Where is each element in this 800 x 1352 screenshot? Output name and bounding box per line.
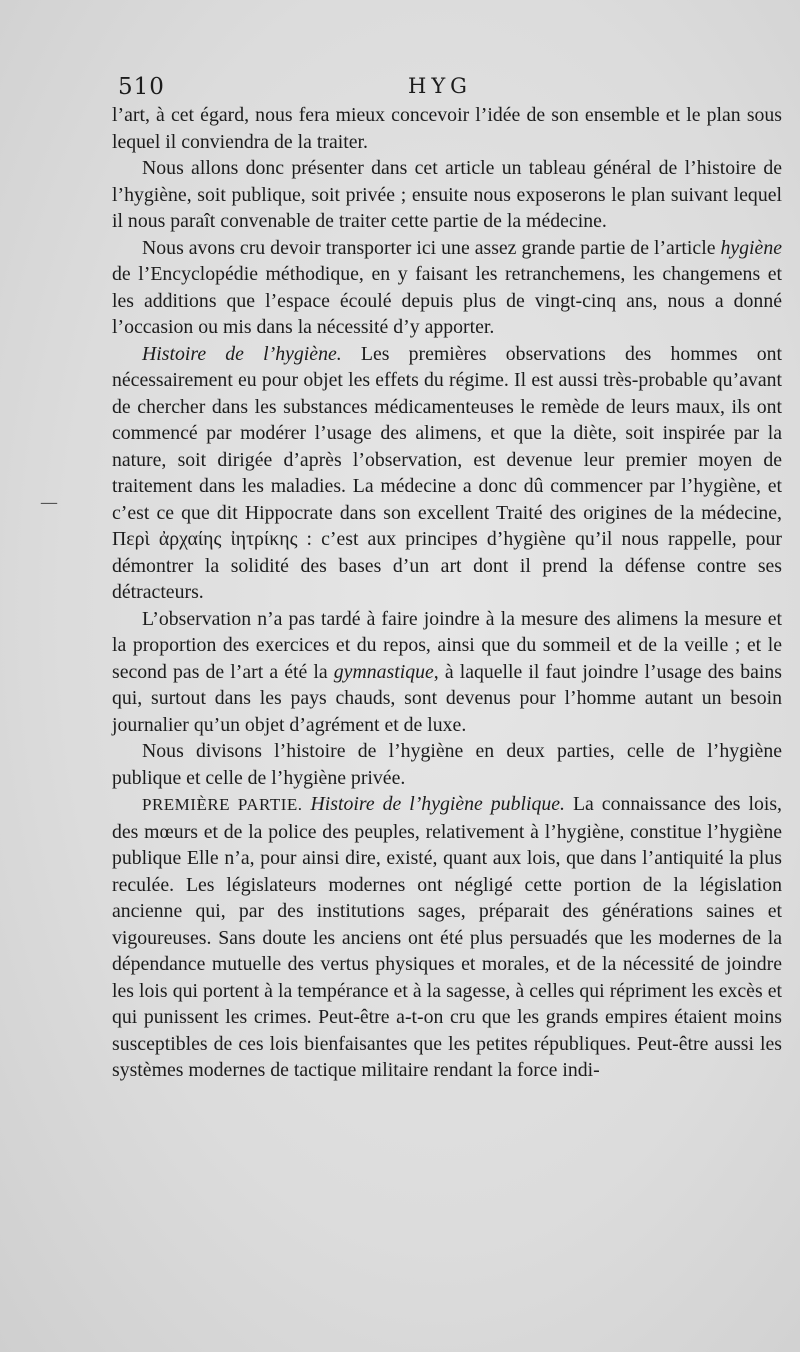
part-label: PREMIÈRE PARTIE. [142,795,303,814]
body-text [112,102,782,1084]
section-heading-inline: Histoire de l’hygiène publique. [310,793,565,815]
italic-term: gymnastique [333,660,434,683]
paragraph-text: Nous avons cru devoir transporter ici une assez grande partie de l’article [142,236,721,259]
paragraph-text: l’art, à cet égard, nous fera mieux concevoir l’idée de son ensemble et le plan sous lequel il conviendra de la traiter. [112,104,782,153]
page-number: 510 [118,74,165,100]
paragraph-text: Les premières observations des hommes ont nécessairement eu pour objet les effets du régime. Il est aussi très-probable qu’avant de chercher dans les substances médicamenteuses le remède de leurs maux, ils ont commencé par modérer l’usage des alimens, et que la diète, soit inspirée par la nature, soit dirigée d’après l’observation, est devenue leur premier moyen de traitement dans les maladies. La médecine a donc dû commencer par l’hygiène, et c’est ce que dit Hippocrate dans son excellent Traité des origines de la médecine, [112,342,783,524]
running-head: HYG [408,74,472,98]
paragraph-text: de l’Encyclopédie méthodique, en y faisant les retranchemens, les changemens et les additions que l’espace écoulé depuis plus de vingt-cinq ans, nous a donné l’occasion ou mis dans la nécessité d’y apporter. [112,263,782,338]
paragraph-4 [112,341,782,606]
paragraph-text: Nous allons donc présenter dans cet article un tableau général de l’histoire de l’hygiène, soit publique, soit privée ; ensuite nous exposerons le plan suivant lequel il nous paraît convenable de traiter cette partie de la médecine. [112,157,782,232]
section-heading-inline: Histoire de l’hygiène. [142,342,342,365]
page-header [112,68,782,102]
paragraph-7 [112,791,782,1084]
paragraph-text: : c’est aux principes d’hygiène qu’il nous rappelle, pour démontrer la solidité des bases d’un art dont il prend la défense contre ses détracteurs. [112,528,782,603]
paragraph-1 [112,102,782,155]
paragraph-6 [112,738,782,791]
paragraph-text: L’observation n’a pas tardé à faire joindre à la mesure des alimens la mesure et la proportion des exercices et du repos, ainsi que du sommeil et de la veille ; et le second pas de l’art a été la [112,607,782,683]
margin-mark: — [40,492,58,513]
paragraph-3 [112,235,782,341]
paragraph-text: , à laquelle il faut joindre l’usage des bains qui, surtout dans les pays chauds, sont devenus pour l’homme autant un besoin journalier qu’un objet d’agrément et de luxe. [112,660,782,736]
greek-title: Περὶ ἀρχαίης ἰητρίκης [112,528,298,550]
italic-term: hygiène [720,236,782,259]
paragraph-5 [112,606,782,739]
paragraph-text: Nous divisons l’histoire de l’hygiène en deux parties, celle de l’hygiène publique et celle de l’hygiène privée. [112,740,782,789]
paragraph-text: La connaissance des lois, des mœurs et de la police des peuples, relativement à l’hygiène, constitue l’hygiène publique Elle n’a, pour ainsi dire, existé, quant aux lois, que dans l’antiquité la plus reculée. Les législateurs modernes ont négligé cette portion de la législation ancienne qui, par des institutions sages, préparait des générations saines et vigoureuses. Sans doute les anciens ont été plus persuadés que les modernes de la dépendance mutuelle des vertus physiques et morales, et de la nécessité de joindre les lois qui portent à la tempérance et à la sagesse, à celles qui répriment les excès et qui punissent les crimes. Peut-être a-t-on cru que les grands empires étaient moins susceptibles de ces lois bienfaisantes que les petites républiques. Peut-être aussi les systèmes modernes de tactique militaire rendant la force indi- [112,793,782,1081]
paragraph-2 [112,155,782,235]
